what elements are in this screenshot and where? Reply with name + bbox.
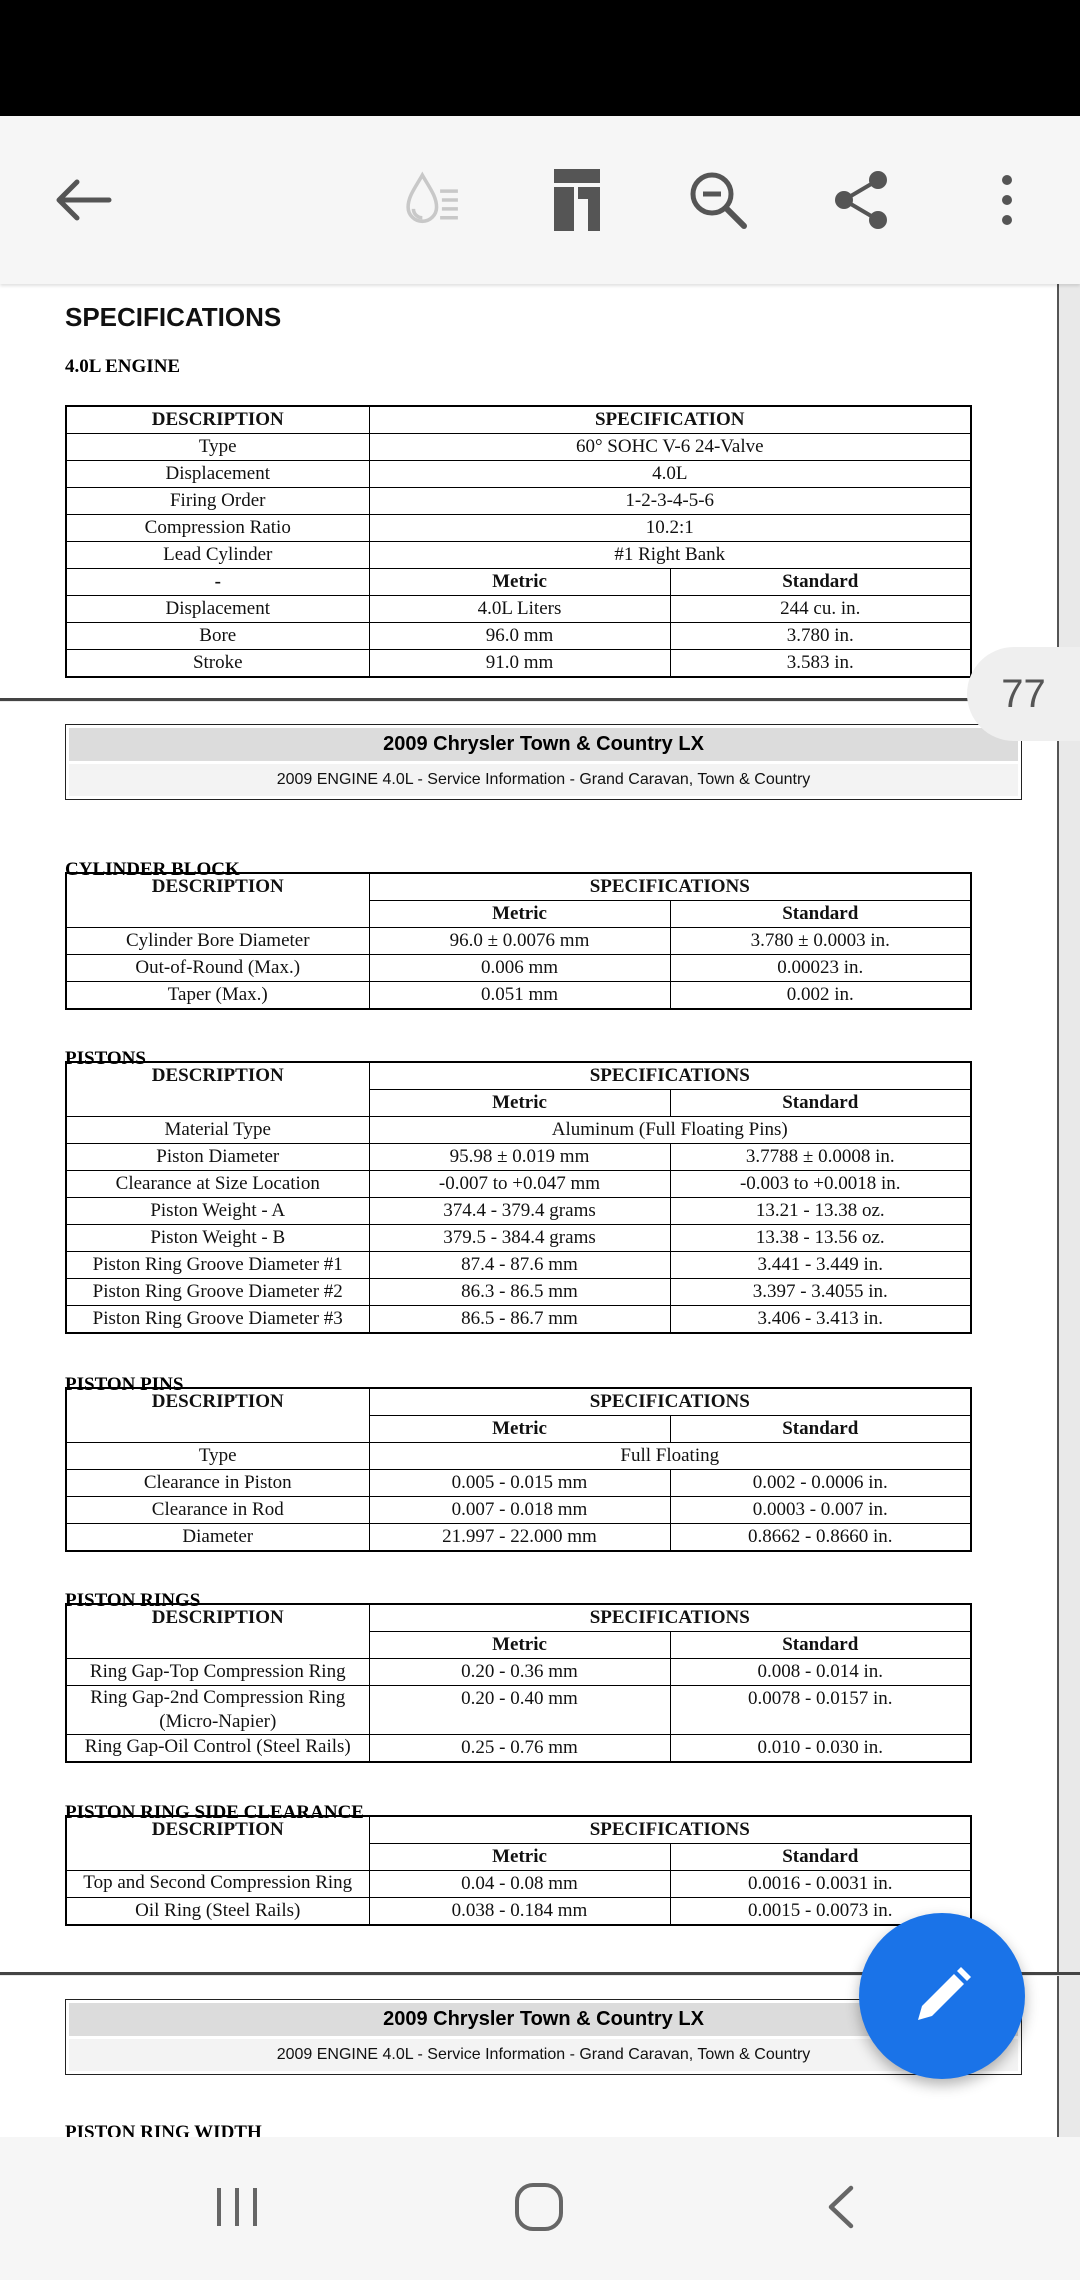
table-row: [66, 1225, 971, 1252]
header-standard: Standard: [670, 1632, 971, 1659]
page-header-title: 2009 Chrysler Town & Country LX: [69, 2003, 1018, 2036]
metric-cell: 0.006 mm: [369, 955, 670, 982]
standard-cell: 0.002 - 0.0006 in.: [670, 1470, 971, 1497]
table-row: [66, 1198, 971, 1225]
status-bar: [0, 0, 1080, 116]
table-row: [66, 461, 971, 488]
page-number-badge: 77: [967, 647, 1080, 741]
zoom-search-icon[interactable]: [686, 168, 750, 232]
page-header-subtitle: 2009 ENGINE 4.0L - Service Information - Grand Caravan, Town & Country: [69, 2038, 1018, 2071]
metric-cell: 0.20 - 0.36 mm: [369, 1659, 670, 1686]
spec-table: [65, 1061, 972, 1334]
standard-cell: -0.003 to +0.0018 in.: [670, 1171, 971, 1198]
table-header-row: [66, 1816, 971, 1844]
description-cell: Type: [66, 1443, 369, 1470]
metric-cell: 0.005 - 0.015 mm: [369, 1470, 670, 1497]
metric-cell: 86.5 - 86.7 mm: [369, 1306, 670, 1334]
table-row: [66, 1659, 971, 1686]
description-cell: Clearance in Piston: [66, 1470, 369, 1497]
description-cell: Bore: [66, 623, 369, 650]
description-cell: Lead Cylinder: [66, 542, 369, 569]
metric-cell: Metric: [369, 569, 670, 596]
more-options-icon[interactable]: [975, 168, 1039, 232]
table-row: [66, 596, 971, 623]
description-cell: Piston Weight - A: [66, 1198, 369, 1225]
metric-cell: 0.20 - 0.40 mm: [369, 1686, 670, 1735]
table-row: [66, 1524, 971, 1552]
table-row: [66, 982, 971, 1010]
header-description: DESCRIPTION: [66, 1816, 369, 1871]
description-cell: Cylinder Bore Diameter: [66, 928, 369, 955]
table-row: [66, 1871, 971, 1898]
pencil-icon: [910, 1964, 974, 2028]
spec-table: [65, 1387, 972, 1552]
standard-cell: 0.010 - 0.030 in.: [670, 1735, 971, 1763]
section-label: 4.0L ENGINE: [65, 356, 181, 377]
standard-cell: 13.21 - 13.38 oz.: [670, 1198, 971, 1225]
header-metric: Metric: [369, 1844, 670, 1871]
header-description: DESCRIPTION: [66, 1388, 369, 1443]
page-view-icon[interactable]: [545, 168, 609, 232]
table-row: [66, 1470, 971, 1497]
metric-cell: 374.4 - 379.4 grams: [369, 1198, 670, 1225]
table-row: [66, 1117, 971, 1144]
table-row: [66, 542, 971, 569]
home-icon[interactable]: [504, 2172, 574, 2242]
table-row: [66, 1898, 971, 1926]
section-label: PISTON PINS: [65, 1374, 184, 1395]
page-header-title: 2009 Chrysler Town & Country LX: [69, 728, 1018, 761]
description-cell: Ring Gap-2nd Compression Ring (Micro-Napier): [66, 1686, 369, 1735]
description-cell: Piston Ring Groove Diameter #1: [66, 1252, 369, 1279]
header-description: DESCRIPTION: [66, 873, 369, 928]
header-metric: Metric: [369, 1632, 670, 1659]
table-row: [66, 1252, 971, 1279]
header-description: DESCRIPTION: [66, 1062, 369, 1117]
table-row: [66, 1144, 971, 1171]
table-header-row: [66, 873, 971, 901]
section-label: CYLINDER BLOCK: [65, 859, 240, 880]
description-cell: Firing Order: [66, 488, 369, 515]
standard-cell: 0.00023 in.: [670, 955, 971, 982]
table-row: [66, 434, 971, 461]
description-cell: Stroke: [66, 650, 369, 678]
spec-value-cell: 4.0L: [369, 461, 971, 488]
metric-cell: 86.3 - 86.5 mm: [369, 1279, 670, 1306]
standard-cell: 3.780 ± 0.0003 in.: [670, 928, 971, 955]
spec-value-cell: 60° SOHC V-6 24-Valve: [369, 434, 971, 461]
table-row: [66, 488, 971, 515]
engine-spec-table: [65, 405, 972, 678]
table-row: [66, 1735, 971, 1763]
header-specifications: SPECIFICATIONS: [369, 1062, 971, 1090]
table-row: [66, 1443, 971, 1470]
metric-cell: 0.051 mm: [369, 982, 670, 1010]
description-cell: Diameter: [66, 1524, 369, 1552]
standard-cell: 0.0078 - 0.0157 in.: [670, 1686, 971, 1735]
header-metric: Metric: [369, 1416, 670, 1443]
metric-cell: 4.0L Liters: [369, 596, 670, 623]
description-cell: Displacement: [66, 596, 369, 623]
standard-cell: 0.008 - 0.014 in.: [670, 1659, 971, 1686]
description-cell: Displacement: [66, 461, 369, 488]
table-header-row: [66, 1062, 971, 1090]
metric-cell: 96.0 mm: [369, 623, 670, 650]
section-label: PISTONS: [65, 1048, 146, 1069]
description-cell: Clearance in Rod: [66, 1497, 369, 1524]
description-cell: Taper (Max.): [66, 982, 369, 1010]
standard-cell: 0.8662 - 0.8660 in.: [670, 1524, 971, 1552]
standard-cell: 3.406 - 3.413 in.: [670, 1306, 971, 1334]
standard-cell: 3.583 in.: [670, 650, 971, 678]
metric-cell: 0.038 - 0.184 mm: [369, 1898, 670, 1926]
spec-table: [65, 1603, 972, 1763]
metric-cell: 379.5 - 384.4 grams: [369, 1225, 670, 1252]
toolbar: [0, 116, 1080, 284]
metric-cell: 21.997 - 22.000 mm: [369, 1524, 670, 1552]
spec-value-cell: 10.2:1: [369, 515, 971, 542]
metric-cell: 0.25 - 0.76 mm: [369, 1735, 670, 1763]
standard-cell: Standard: [670, 569, 971, 596]
spec-value-cell: Aluminum (Full Floating Pins): [369, 1117, 971, 1144]
standard-cell: 13.38 - 13.56 oz.: [670, 1225, 971, 1252]
table-row: [66, 569, 971, 596]
page-header-subtitle: 2009 ENGINE 4.0L - Service Information - Grand Caravan, Town & Country: [69, 763, 1018, 796]
header-metric: Metric: [369, 1090, 670, 1117]
header-standard: Standard: [670, 1844, 971, 1871]
description-cell: Out-of-Round (Max.): [66, 955, 369, 982]
standard-cell: 3.780 in.: [670, 623, 971, 650]
section-label: PISTON RING WIDTH: [65, 2122, 262, 2137]
standard-cell: 0.002 in.: [670, 982, 971, 1010]
table-row: [66, 955, 971, 982]
description-cell: Piston Weight - B: [66, 1225, 369, 1252]
back-icon[interactable]: [805, 2172, 875, 2242]
metric-cell: 0.007 - 0.018 mm: [369, 1497, 670, 1524]
description-cell: Piston Ring Groove Diameter #2: [66, 1279, 369, 1306]
standard-cell: 3.7788 ± 0.0008 in.: [670, 1144, 971, 1171]
description-cell: -: [66, 569, 369, 596]
header-specifications: SPECIFICATIONS: [369, 1604, 971, 1632]
header-specification: SPECIFICATION: [369, 406, 971, 434]
table-header-row: [66, 1604, 971, 1632]
description-cell: Piston Ring Groove Diameter #3: [66, 1306, 369, 1334]
table-row: [66, 650, 971, 678]
metric-cell: 0.04 - 0.08 mm: [369, 1871, 670, 1898]
header-specifications: SPECIFICATIONS: [369, 1388, 971, 1416]
metric-cell: 91.0 mm: [369, 650, 670, 678]
header-description: DESCRIPTION: [66, 1604, 369, 1659]
recent-apps-icon[interactable]: [202, 2172, 272, 2242]
page-separator: [0, 698, 1080, 701]
header-standard: Standard: [670, 1090, 971, 1117]
metric-cell: 96.0 ± 0.0076 mm: [369, 928, 670, 955]
standard-cell: 0.0016 - 0.0031 in.: [670, 1871, 971, 1898]
edit-fab-button[interactable]: [859, 1913, 1025, 2079]
header-description: DESCRIPTION: [66, 406, 369, 434]
table-row: [66, 1171, 971, 1198]
description-cell: Oil Ring (Steel Rails): [66, 1898, 369, 1926]
navigation-bar: [0, 2137, 1080, 2280]
description-cell: Material Type: [66, 1117, 369, 1144]
description-cell: Ring Gap-Top Compression Ring: [66, 1659, 369, 1686]
table-row: [66, 1686, 971, 1735]
spec-value-cell: Full Floating: [369, 1443, 971, 1470]
standard-cell: 3.397 - 3.4055 in.: [670, 1279, 971, 1306]
table-header-row: [66, 406, 971, 434]
standard-cell: 3.441 - 3.449 in.: [670, 1252, 971, 1279]
standard-cell: 244 cu. in.: [670, 596, 971, 623]
reading-mode-icon[interactable]: [401, 168, 465, 232]
standard-cell: 0.0003 - 0.007 in.: [670, 1497, 971, 1524]
back-arrow-icon[interactable]: [51, 168, 115, 232]
spec-value-cell: #1 Right Bank: [369, 542, 971, 569]
metric-cell: 95.98 ± 0.019 mm: [369, 1144, 670, 1171]
table-header-row: [66, 1388, 971, 1416]
header-standard: Standard: [670, 1416, 971, 1443]
description-cell: Type: [66, 434, 369, 461]
description-cell: Ring Gap-Oil Control (Steel Rails): [66, 1735, 369, 1763]
page-title: SPECIFICATIONS: [65, 302, 282, 332]
table-row: [66, 623, 971, 650]
description-cell: Top and Second Compression Ring: [66, 1871, 369, 1898]
spec-table: [65, 872, 972, 1010]
section-label: PISTON RING SIDE CLEARANCE: [65, 1802, 364, 1823]
description-cell: Clearance at Size Location: [66, 1171, 369, 1198]
spec-value-cell: 1-2-3-4-5-6: [369, 488, 971, 515]
metric-cell: 87.4 - 87.6 mm: [369, 1252, 670, 1279]
metric-cell: -0.007 to +0.047 mm: [369, 1171, 670, 1198]
table-row: [66, 1497, 971, 1524]
page-header-box: [65, 724, 1022, 800]
table-row: [66, 515, 971, 542]
header-specifications: SPECIFICATIONS: [369, 1816, 971, 1844]
header-specifications: SPECIFICATIONS: [369, 873, 971, 901]
table-row: [66, 1306, 971, 1334]
description-cell: Compression Ratio: [66, 515, 369, 542]
header-standard: Standard: [670, 901, 971, 928]
section-label: PISTON RINGS: [65, 1590, 201, 1611]
share-icon[interactable]: [830, 168, 894, 232]
standard-cell: 0.0015 - 0.0073 in.: [670, 1898, 971, 1926]
spec-table: [65, 1815, 972, 1926]
header-metric: Metric: [369, 901, 670, 928]
table-row: [66, 928, 971, 955]
document-viewer[interactable]: [0, 284, 1080, 2137]
description-cell: Piston Diameter: [66, 1144, 369, 1171]
table-row: [66, 1279, 971, 1306]
